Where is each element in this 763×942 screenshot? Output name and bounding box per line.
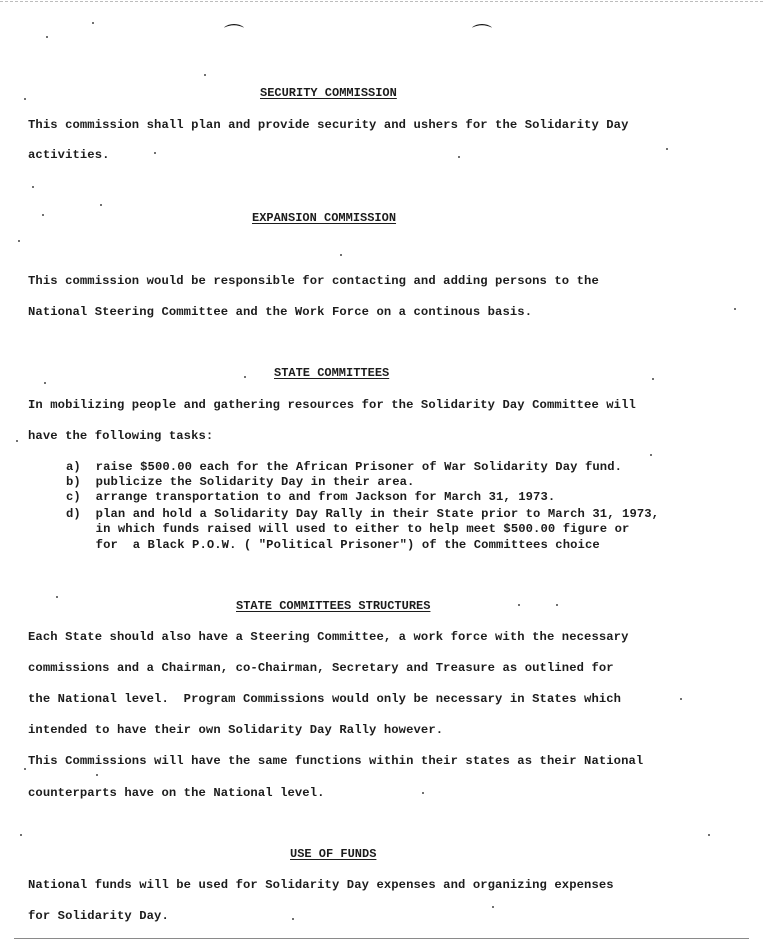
scan-speck <box>44 382 46 384</box>
scan-speck <box>96 774 98 776</box>
scan-speck <box>734 308 736 310</box>
scan-speck <box>244 376 246 378</box>
security-commission-heading: SECURITY COMMISSION <box>260 86 397 100</box>
scan-speck <box>518 604 520 606</box>
task-item-d-cont-2: for a Black P.O.W. ( "Political Prisoner") of the Committees choice <box>66 538 600 552</box>
scan-speck <box>46 36 48 38</box>
scan-speck <box>100 204 102 206</box>
expansion-line-2: National Steering Committee and the Work Force on a continous basis. <box>28 305 533 319</box>
structures-line-4: intended to have their own Solidarity Day Rally however. <box>28 723 444 737</box>
scan-speck <box>666 148 668 150</box>
scan-speck <box>680 698 682 700</box>
scan-speck <box>556 604 558 606</box>
scan-speck <box>492 906 494 908</box>
top-dashed-border <box>0 1 763 2</box>
state-committees-heading: STATE COMMITTEES <box>274 366 390 380</box>
scan-speck <box>154 152 156 154</box>
scan-mark-right: ⌒ <box>472 22 492 46</box>
state-intro-line-1: In mobilizing people and gathering resources for the Solidarity Day Committee will <box>28 398 636 412</box>
task-item-d-cont-1: in which funds raised will used to either to help meet $500.00 figure or <box>66 522 630 536</box>
structures-line-1: Each State should also have a Steering Committee, a work force with the necessary <box>28 630 629 644</box>
structures-line-3: the National level. Program Commissions would only be necessary in States which <box>28 692 622 706</box>
use-of-funds-heading: USE OF FUNDS <box>290 847 377 861</box>
security-line-1: This commission shall plan and provide security and ushers for the Solidarity Day <box>28 118 629 132</box>
scan-speck <box>652 378 654 380</box>
task-item-a: a) raise $500.00 each for the African Prisoner of War Solidarity Day fund. <box>66 460 623 474</box>
scan-speck <box>32 186 34 188</box>
scan-speck <box>18 240 20 242</box>
structures-line-2: commissions and a Chairman, co-Chairman, Secretary and Treasure as outlined for <box>28 661 614 675</box>
expansion-line-1: This commission would be responsible for contacting and adding persons to the <box>28 274 599 288</box>
scan-speck <box>42 214 44 216</box>
scan-speck <box>458 156 460 158</box>
scan-speck <box>292 918 294 920</box>
scan-speck <box>16 440 18 442</box>
expansion-commission-heading: EXPANSION COMMISSION <box>252 211 397 225</box>
structures-line-6: counterparts have on the National level. <box>28 786 325 800</box>
task-item-d: d) plan and hold a Solidarity Day Rally in their State prior to March 31, 1973, <box>66 507 660 521</box>
structures-heading: STATE COMMITTEES STRUCTURES <box>236 599 431 613</box>
scan-speck <box>204 74 206 76</box>
task-item-c: c) arrange transportation to and from Jackson for March 31, 1973. <box>66 490 556 504</box>
bottom-rule <box>14 938 749 939</box>
security-line-2: activities. <box>28 148 110 162</box>
scan-mark-left: ⌒ <box>224 22 244 46</box>
scan-speck <box>20 834 22 836</box>
funds-line-2: for Solidarity Day. <box>28 909 169 923</box>
task-item-b: b) publicize the Solidarity Day in their area. <box>66 475 415 489</box>
scan-speck <box>422 792 424 794</box>
scan-speck <box>24 768 26 770</box>
state-intro-line-2: have the following tasks: <box>28 429 214 443</box>
scan-speck <box>92 22 94 24</box>
scan-speck <box>56 596 58 598</box>
scan-speck <box>650 454 652 456</box>
scan-speck <box>24 98 26 100</box>
structures-line-5: This Commissions will have the same functions within their states as their National <box>28 754 644 768</box>
scan-speck <box>340 254 342 256</box>
scan-speck <box>708 834 710 836</box>
funds-line-1: National funds will be used for Solidarity Day expenses and organizing expenses <box>28 878 614 892</box>
